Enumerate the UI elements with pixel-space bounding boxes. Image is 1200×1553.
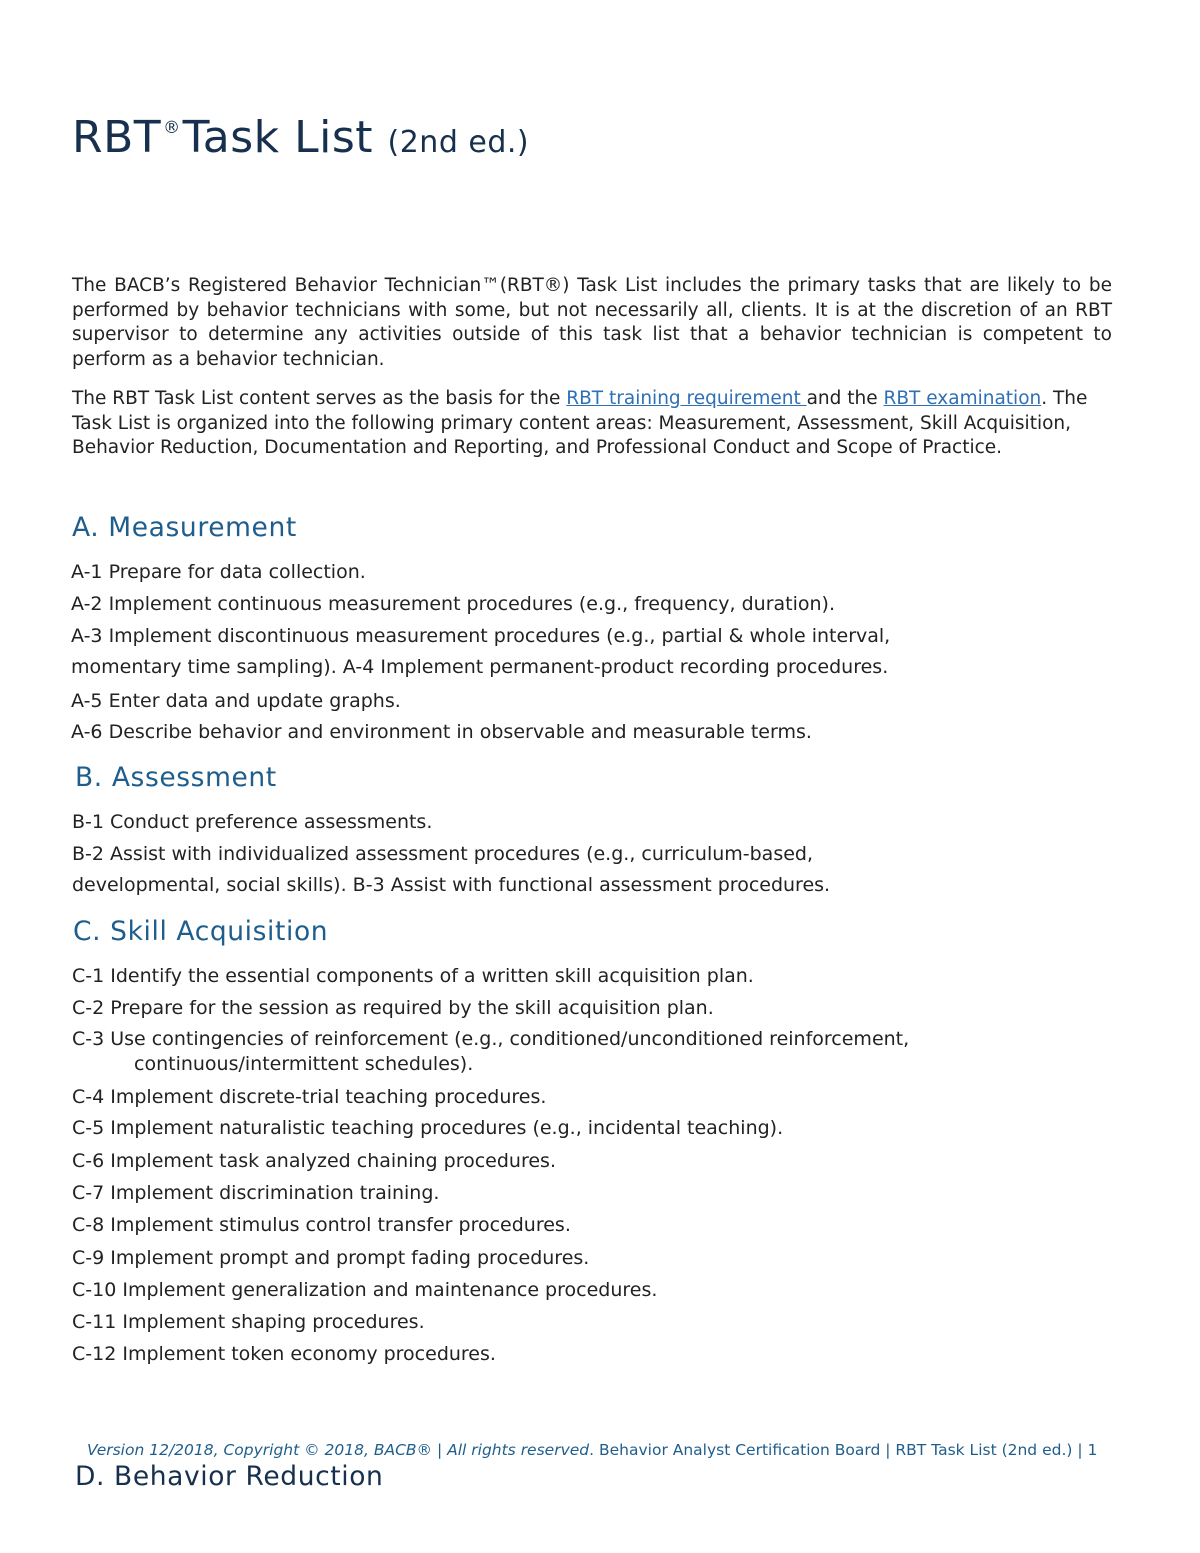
task-item-c7: C-7 Implement discrimination training.: [72, 1182, 440, 1204]
task-item-c6: C-6 Implement task analyzed chaining procedures.: [72, 1150, 556, 1172]
task-item-c2: C-2 Prepare for the session as required by the skill acquisition plan.: [72, 997, 714, 1019]
task-item-a3: A-3 Implement discontinuous measurement procedures (e.g., partial & whole interval,: [71, 625, 891, 647]
task-item-c8: C-8 Implement stimulus control transfer procedures.: [72, 1214, 571, 1236]
intro-p2-text-a: The RBT Task List content serves as the basis for the: [72, 388, 567, 409]
task-item-a3-a4: momentary time sampling). A-4 Implement permanent-product recording procedures.: [71, 656, 889, 678]
page-title: [72, 112, 529, 163]
footer-copyright: Version 12/2018, Copyright © 2018, BACB® | All rights reserved: [87, 1441, 590, 1459]
section-heading-behavior-reduction: D. Behavior Reduction: [75, 1461, 384, 1492]
title-main: RBT: [72, 112, 162, 163]
task-item-b2: B-2 Assist with individualized assessment procedures (e.g., curriculum-based,: [72, 843, 814, 865]
task-item-a6: A-6 Describe behavior and environment in observable and measurable terms.: [71, 721, 812, 743]
task-item-c9: C-9 Implement prompt and prompt fading procedures.: [72, 1247, 590, 1269]
intro-paragraph-1: The BACB’s Registered Behavior Technician™(RBT®) Task List includes the primary tasks that are likely to be performed by behavior technicians with some, but not necessarily all, clients. It is at the discretion of an RBT supervisor to determine any activities outside of this task list that a behavior technician is competent to perform as a behavior technician.: [72, 275, 1112, 370]
section-heading-assessment: B. Assessment: [75, 762, 277, 793]
task-item-a1: A-1 Prepare for data collection.: [71, 561, 366, 583]
task-item-c4: C-4 Implement discrete-trial teaching procedures.: [72, 1086, 547, 1108]
rbt-examination-link[interactable]: RBT examination: [883, 388, 1042, 409]
title-edition: (2nd ed.): [387, 125, 530, 160]
task-item-c11: C-11 Implement shaping procedures.: [72, 1311, 425, 1333]
intro-p2-text-b: and the: [806, 388, 884, 409]
intro-paragraph-2: [72, 387, 1112, 461]
task-item-a5: A-5 Enter data and update graphs.: [71, 690, 401, 712]
task-item-b2-b3: developmental, social skills). B-3 Assist with functional assessment procedures.: [72, 874, 831, 896]
task-item-b1: B-1 Conduct preference assessments.: [72, 811, 433, 833]
section-heading-measurement: A. Measurement: [72, 512, 297, 543]
task-item-c10: C-10 Implement generalization and maintenance procedures.: [72, 1279, 658, 1301]
section-heading-skill-acquisition: C. Skill Acquisition: [73, 916, 329, 947]
page-footer: [87, 1441, 1097, 1459]
footer-info: . Behavior Analyst Certification Board | RBT Task List (2nd ed.) | 1: [589, 1441, 1098, 1459]
task-item-c1: C-1 Identify the essential components of a written skill acquisition plan.: [72, 965, 754, 987]
task-item-c12: C-12 Implement token economy procedures.: [72, 1343, 496, 1365]
task-item-c5: C-5 Implement naturalistic teaching procedures (e.g., incidental teaching).: [72, 1117, 784, 1139]
task-item-c3: C-3 Use contingencies of reinforcement (e.g., conditioned/unconditioned reinforcement,: [72, 1028, 910, 1050]
intro-p2-text-c: . The Task List is organized into the following primary content areas: Measurement, Assessment, Skill Acquisition, Behavior Reduction, Documentation and Reporting, and Professional Conduct and Scope of Practice.: [72, 388, 1088, 458]
rbt-training-requirement-link[interactable]: RBT training requirement: [566, 388, 807, 409]
task-item-c3-continued: continuous/intermittent schedules).: [134, 1053, 474, 1075]
title-rest: Task List: [182, 112, 374, 163]
registered-mark: ®: [163, 118, 181, 138]
task-item-a2: A-2 Implement continuous measurement procedures (e.g., frequency, duration).: [71, 593, 835, 615]
